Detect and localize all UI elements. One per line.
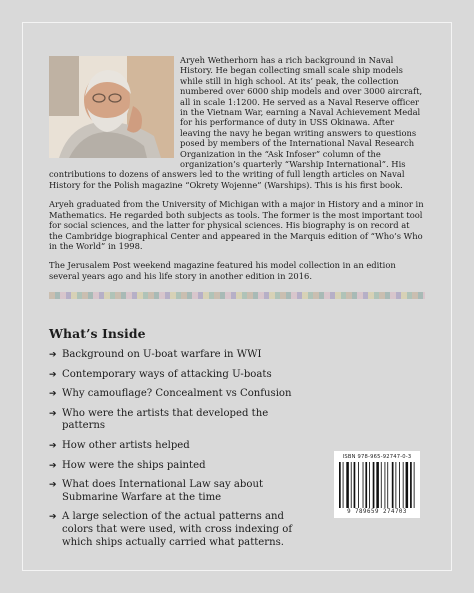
barcode-digits: 9 789659 274703 — [347, 509, 407, 515]
list-item: ➔ Who were the artists that developed the patterns — [49, 407, 269, 432]
arrow-right-icon: ➔ — [49, 369, 57, 380]
camouflage-pattern-strip — [49, 292, 425, 299]
list-item: ➔ How other artists helped — [49, 439, 190, 451]
list-item: ➔ Contemporary ways of attacking U-boats — [49, 368, 272, 380]
arrow-right-icon: ➔ — [49, 350, 57, 360]
isbn-label: ISBN 978-965-92747-0-3 — [342, 454, 412, 460]
arrow-right-icon: ➔ — [49, 408, 57, 419]
contents-list — [49, 349, 309, 549]
bio-paragraph-3: The Jerusalem Post weekend magazine featured his model collection in an edition several years ago and his life story in another edition in 2016. — [49, 260, 396, 281]
whats-inside-heading: What’s Inside — [49, 326, 146, 341]
list-item: ➔ Background on U-boat warfare in WWI — [49, 349, 262, 360]
list-item: ➔ A large selection of the actual patterns and colors that were used, with cross indexing of which ships actually carried what patterns. — [49, 511, 293, 548]
bio-paragraph-1: Aryeh Wetherhorn has a rich background in Naval History. He began collecting small scale ship models while still in high school. At its’ peak, the collection numbered over 6000 ship models and over 3000 aircraft, all in scale 1:1200. He served as a Naval Reserve officer in the Vietnam War, earning a Naval Achievement Medal for his performance of duty in USS Okinawa. After leaving the navy he began writing answers to questions posed by members of the International Naval Research Organization in the “Ask Infoser” column of the organization’s quarterly “Warship International”. His contributions to dozens of answers led to the writing of full length articles on Naval History for the Polish magazine “Okrety Wojenne” (Warships). This is his first book. — [49, 55, 423, 190]
arrow-right-icon: ➔ — [49, 512, 57, 523]
list-item: ➔ How were the ships painted — [49, 459, 206, 471]
bio-paragraph-2: Aryeh graduated from the University of Michigan with a major in History and a minor in Mathematics. He regarded both subjects as tools. The former is the most important tool for social sciences, and the latter for physical sciences. His biography is on record at the Cambridge biographical Center and appeared in the Marquis edition of “Who’s Who in the World” in 1998. — [49, 199, 424, 251]
list-item: ➔ What does International Law say about Submarine Warfare at the time — [49, 479, 264, 503]
arrow-right-icon: ➔ — [49, 440, 57, 451]
author-biography — [49, 55, 425, 281]
isbn-barcode — [334, 451, 420, 518]
arrow-right-icon: ➔ — [49, 480, 57, 491]
arrow-right-icon: ➔ — [49, 389, 57, 400]
barcode-bars — [339, 462, 415, 508]
arrow-right-icon: ➔ — [49, 460, 57, 471]
list-item: ➔ Why camouflage? Concealment vs Confusion — [49, 388, 292, 400]
